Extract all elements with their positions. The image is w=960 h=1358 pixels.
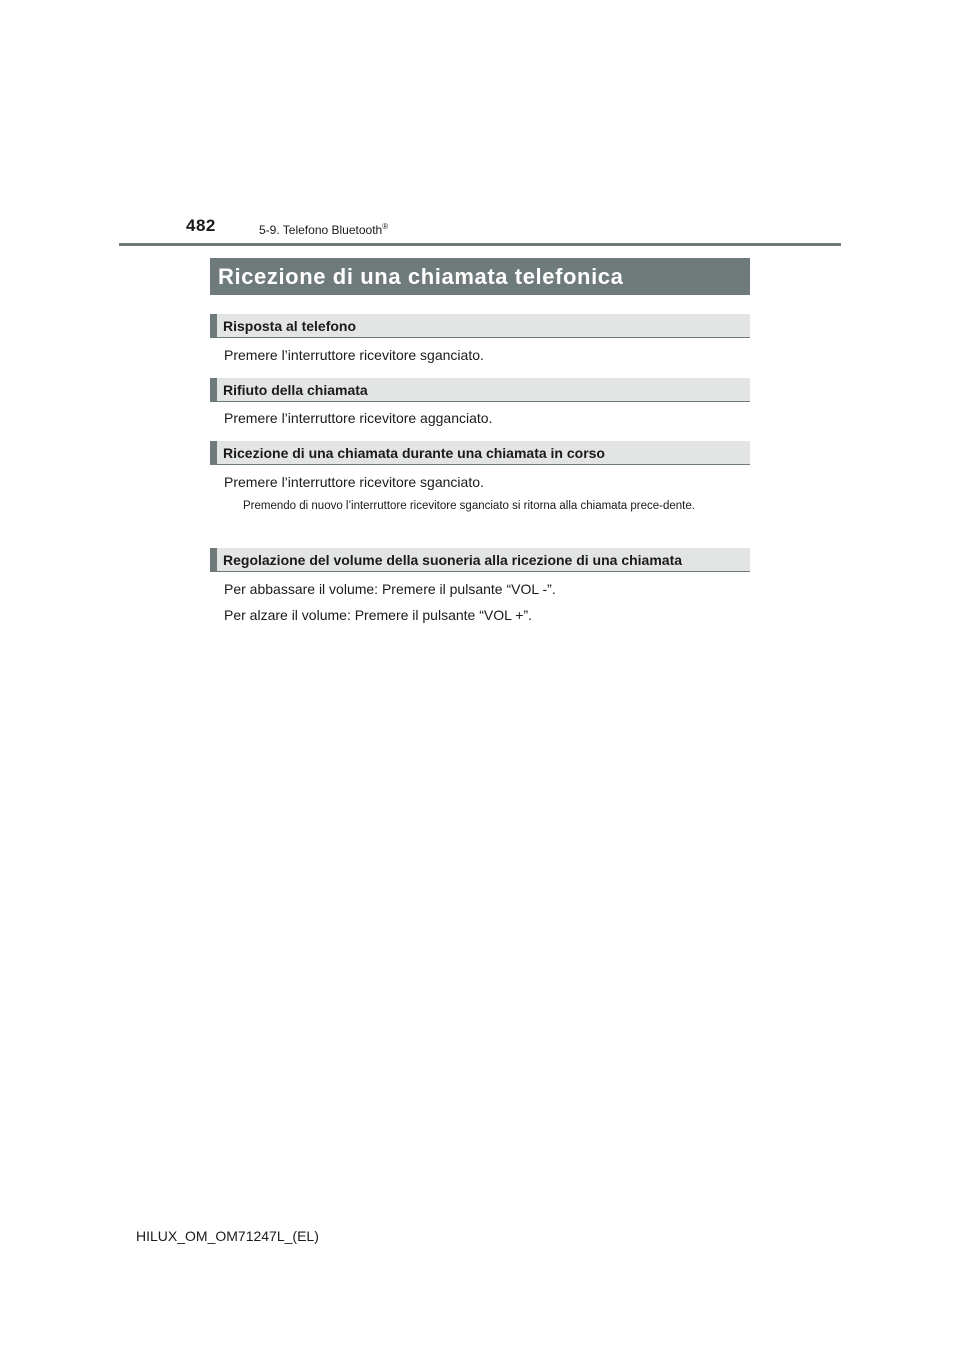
section-reference-text: 5-9. Telefono Bluetooth xyxy=(259,223,383,237)
instruction-answer: Premere l’interruttore ricevitore sganciato. xyxy=(224,347,484,363)
note-call-waiting: Premendo di nuovo l’interruttore ricevitore sganciato si ritorna alla chiamata prece-dente. xyxy=(243,500,695,512)
registered-mark: ® xyxy=(382,222,389,231)
page-number: 482 xyxy=(186,216,216,235)
document-code: HILUX_OM_OM71247L_(EL) xyxy=(136,1228,319,1244)
section-heading-reject: Rifiuto della chiamata xyxy=(210,378,750,402)
section-reference xyxy=(259,222,388,237)
section-heading-answer: Risposta al telefono xyxy=(210,314,750,338)
page-title: Ricezione di una chiamata telefonica xyxy=(210,258,750,295)
header-divider xyxy=(119,243,841,246)
instruction-volume-up: Per alzare il volume: Premere il pulsante “VOL +”. xyxy=(224,607,532,623)
instruction-volume-down: Per abbassare il volume: Premere il pulsante “VOL -”. xyxy=(224,581,556,597)
section-heading-call-waiting: Ricezione di una chiamata durante una chiamata in corso xyxy=(210,441,750,465)
section-heading-ring-volume: Regolazione del volume della suoneria alla ricezione di una chiamata xyxy=(210,548,750,572)
instruction-call-waiting: Premere l’interruttore ricevitore sganciato. xyxy=(224,474,484,490)
instruction-reject: Premere l’interruttore ricevitore agganciato. xyxy=(224,410,493,426)
